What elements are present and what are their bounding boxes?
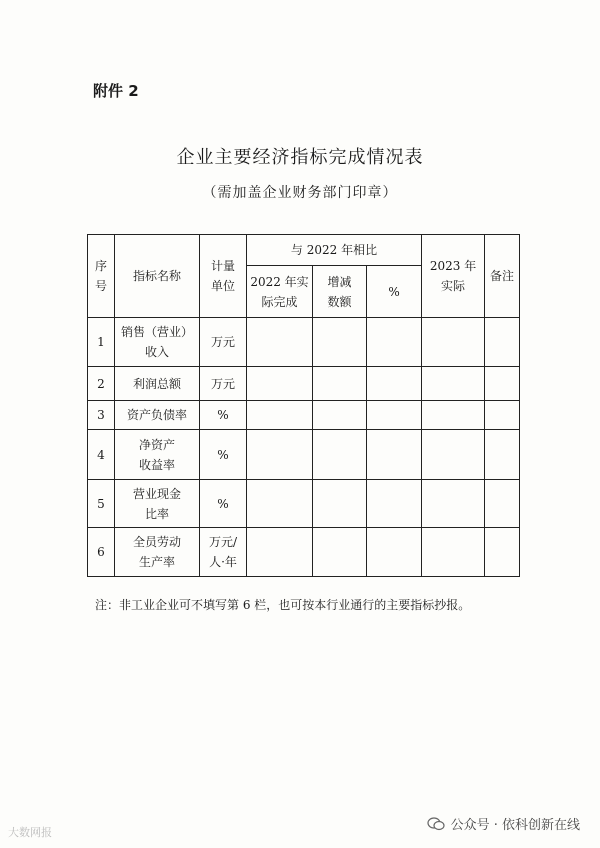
header-actual-2023: 2023 年 实际	[422, 235, 485, 318]
cell-remark[interactable]	[485, 480, 520, 528]
cell-change-amount[interactable]	[313, 430, 367, 480]
footer-text: 公众号 · 依科创新在线	[450, 818, 580, 833]
row-seq: 3	[88, 401, 115, 430]
header-percent: %	[367, 266, 422, 318]
table-row	[88, 528, 520, 577]
cell-actual-2022[interactable]	[247, 430, 313, 480]
cell-remark[interactable]	[485, 401, 520, 430]
row-seq: 5	[88, 480, 115, 528]
header-seq: 序 号	[88, 235, 115, 318]
cell-remark[interactable]	[485, 367, 520, 401]
attachment-label: 附件 2	[93, 82, 139, 100]
table-row	[88, 480, 520, 528]
cell-percent[interactable]	[367, 367, 422, 401]
row-unit: 万元	[200, 367, 247, 401]
header-remark: 备注	[485, 235, 520, 318]
header-compare-2022: 与 2022 年相比	[247, 235, 422, 266]
cell-percent[interactable]	[367, 528, 422, 577]
page-title: 企业主要经济指标完成情况表	[176, 147, 424, 168]
cell-remark[interactable]	[485, 430, 520, 480]
cell-percent[interactable]	[367, 480, 422, 528]
row-unit: 万元/ 人·年	[200, 528, 247, 577]
cell-actual-2022[interactable]	[247, 528, 313, 577]
cell-change-amount[interactable]	[313, 367, 367, 401]
watermark: 大数网报	[8, 826, 52, 839]
table-row	[88, 318, 520, 367]
cell-actual-2023[interactable]	[422, 528, 485, 577]
cell-actual-2023[interactable]	[422, 401, 485, 430]
row-name: 全员劳动 生产率	[115, 528, 200, 577]
cell-actual-2023[interactable]	[422, 480, 485, 528]
header-unit: 计量 单位	[200, 235, 247, 318]
row-unit: %	[200, 401, 247, 430]
cell-actual-2022[interactable]	[247, 367, 313, 401]
row-name: 净资产 收益率	[115, 430, 200, 480]
header-name: 指标名称	[115, 235, 200, 318]
cell-actual-2022[interactable]	[247, 401, 313, 430]
cell-remark[interactable]	[485, 318, 520, 367]
cell-change-amount[interactable]	[313, 318, 367, 367]
header-actual-2022: 2022 年实 际完成	[247, 266, 313, 318]
indicator-table	[87, 234, 520, 577]
row-name: 营业现金 比率	[115, 480, 200, 528]
page-subtitle: （需加盖企业财务部门印章）	[202, 185, 398, 201]
row-name: 利润总额	[115, 367, 200, 401]
row-seq: 6	[88, 528, 115, 577]
footer-account[interactable]	[427, 814, 580, 833]
row-unit: 万元	[200, 318, 247, 367]
row-seq: 2	[88, 367, 115, 401]
table-note: 注：非工业企业可不填写第 6 栏，也可按本行业通行的主要指标抄报。	[95, 598, 471, 612]
table-row	[88, 367, 520, 401]
cell-change-amount[interactable]	[313, 480, 367, 528]
cell-actual-2023[interactable]	[422, 430, 485, 480]
row-seq: 1	[88, 318, 115, 367]
table-row	[88, 430, 520, 480]
row-unit: %	[200, 430, 247, 480]
row-seq: 4	[88, 430, 115, 480]
cell-percent[interactable]	[367, 401, 422, 430]
header-change-amount: 增减 数额	[313, 266, 367, 318]
row-unit: %	[200, 480, 247, 528]
table-row	[88, 401, 520, 430]
cell-percent[interactable]	[367, 430, 422, 480]
cell-change-amount[interactable]	[313, 401, 367, 430]
cell-actual-2023[interactable]	[422, 318, 485, 367]
cell-percent[interactable]	[367, 318, 422, 367]
row-name: 销售（营业） 收入	[115, 318, 200, 367]
cell-remark[interactable]	[485, 528, 520, 577]
cell-actual-2023[interactable]	[422, 367, 485, 401]
cell-actual-2022[interactable]	[247, 318, 313, 367]
cell-actual-2022[interactable]	[247, 480, 313, 528]
wechat-icon	[427, 817, 445, 831]
cell-change-amount[interactable]	[313, 528, 367, 577]
row-name: 资产负债率	[115, 401, 200, 430]
